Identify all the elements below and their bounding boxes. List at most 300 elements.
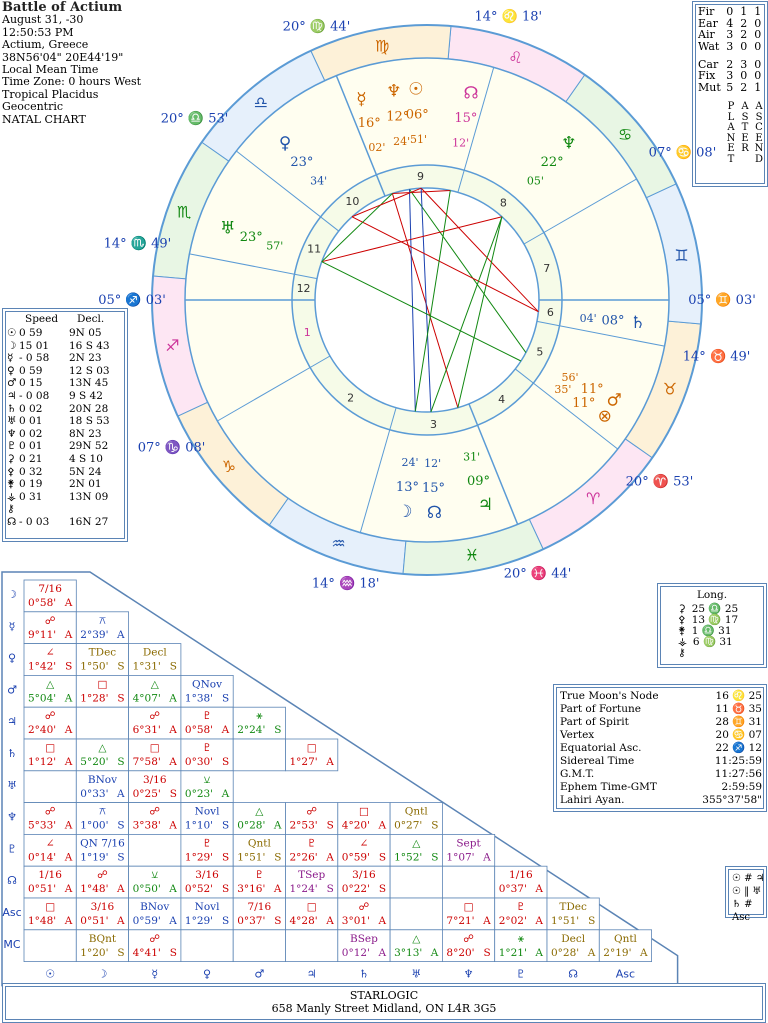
aspect-orb: 2°02' (498, 915, 527, 927)
aspect-orb: 0°14' (28, 851, 57, 864)
element-a: 5 (726, 80, 734, 94)
planet-glyph: ♀ (278, 133, 292, 154)
speed-speed: 0 01 (19, 440, 43, 453)
aspect-flag: A (64, 819, 73, 832)
planet-degree: 13° (395, 479, 419, 495)
aspect-flag: A (535, 915, 543, 927)
long-value: 25 ♎ 25 (691, 603, 739, 615)
aspect-orb: 0°27' (394, 819, 423, 832)
aspect-flag: S (221, 883, 230, 896)
grid-cell (233, 930, 285, 962)
speed-speed: 0 01 (19, 415, 43, 428)
speed-decl: 12 S 03 (69, 364, 110, 377)
aspect-orb: 0°58' (184, 724, 214, 737)
aspect-orb: 1°20' (80, 946, 109, 959)
long-value: 6 ♍ 31 (692, 636, 733, 648)
grid-cell (286, 930, 338, 962)
speed-speed: - 0 58 (19, 352, 50, 365)
aspect-type: ☍ (149, 805, 161, 818)
chart-info-line: 12:50:53 PM (2, 25, 74, 39)
grid-row-glyph: ☽ (7, 588, 17, 601)
speed-row (7, 390, 125, 402)
speed-glyph: ♃ (7, 390, 17, 402)
grid-row-glyph: ♄ (7, 747, 17, 760)
aspect-orb: 1°51' (551, 915, 580, 927)
aspect-type: Sept (456, 837, 481, 850)
element-a: 3 (726, 28, 734, 42)
aspect-key-item: ☉ ‖ ♅ (732, 886, 762, 897)
cusp-label: 20° ♈ 53' (625, 474, 694, 490)
aspect-type: △ (255, 805, 264, 818)
point-label: Lahiri Ayan. (560, 794, 625, 806)
aspect-type: 1/16 (509, 869, 533, 882)
aspect-type: BNov (87, 773, 118, 786)
grid-row-glyph: ♀ (7, 651, 17, 665)
aspect-flag: A (587, 946, 596, 959)
planet-glyph: ♂ (606, 390, 622, 411)
speed-glyph: ☉ (7, 327, 17, 339)
aspect-key-item: ☉ # ♃ (732, 873, 765, 884)
aspect-orb: 2°53' (289, 819, 318, 832)
element-a: 3 (726, 39, 734, 53)
planet-degree: 22° (540, 155, 564, 171)
speed-decl: 29N 52 (69, 440, 109, 453)
aspect-flag: A (64, 883, 73, 896)
aspect-type: □ (97, 678, 108, 691)
vert-ascend: A S C E N D (754, 101, 764, 165)
aspect-type: ∠ (359, 837, 369, 850)
planet-glyph: ☽ (397, 501, 413, 522)
chart-info-line: NATAL CHART (2, 112, 86, 126)
element-a: 4 (726, 16, 734, 30)
element-name: Ear (698, 16, 718, 30)
planet-minute: 24' (401, 456, 419, 470)
element-c: 0 (754, 69, 762, 83)
aspect-flag: A (535, 946, 543, 959)
speed-decl: 13N 09 (69, 490, 109, 503)
aspect-flag: A (64, 851, 73, 864)
aspect-orb: 0°22' (341, 883, 370, 896)
chart-points-table (553, 684, 767, 812)
grid-col-glyph: ♂ (254, 967, 265, 981)
chart-info-line: Actium, Greece (2, 38, 89, 52)
element-row (696, 6, 765, 18)
long-glyph: ⚳ (678, 603, 686, 615)
aspect-orb: 3°01' (341, 915, 370, 927)
point-label: Part of Fortune (560, 703, 641, 715)
aspect-type: BSep (350, 932, 378, 945)
planet-degree: 06° (405, 107, 429, 123)
grid-col-glyph: ♇ (515, 967, 526, 981)
aspect-orb: 8°20' (446, 946, 475, 959)
aspect-flag: S (588, 915, 596, 927)
aspect-flag: A (483, 851, 491, 864)
vert-aster: A S T E R (741, 101, 749, 155)
speed-speed: 0 21 (19, 453, 43, 465)
aspect-orb: 6°31' (132, 724, 161, 737)
planet-glyph: ♅ (220, 218, 236, 239)
aspect-type: ☍ (306, 805, 317, 818)
aspect-orb: 4°20' (341, 819, 370, 832)
grid-cell (129, 834, 181, 866)
point-row (560, 781, 762, 794)
footer-company: STARLOGIC (349, 989, 419, 1002)
long-glyph: ⚷ (678, 647, 686, 659)
aspect-type: 7/16 (247, 901, 272, 913)
point-row (560, 703, 762, 716)
point-value: 2:59:59 (721, 781, 762, 793)
chart-info-line: Time Zone: 0 hours West (2, 75, 142, 89)
sign-glyph: ♋ (617, 124, 633, 144)
aspect-type: ♇ (202, 710, 212, 723)
speed-row (7, 327, 125, 339)
aspect-flag: S (431, 819, 439, 832)
aspect-type: Qntl (404, 805, 428, 818)
aspect-orb: 0°59' (341, 851, 370, 864)
long-title: Long. (696, 589, 728, 601)
aspect-type: 3/16 (352, 869, 376, 882)
cusp-label: 05° ♐ 03' (98, 293, 166, 308)
planet-glyph: ☊ (463, 83, 479, 104)
speed-decl: 16 S 43 (69, 339, 110, 352)
speed-speed: - 0 08 (19, 390, 50, 402)
speed-glyph: ☿ (7, 352, 14, 365)
grid-cell (233, 739, 285, 771)
aspect-flag: A (117, 883, 125, 896)
long-row (678, 637, 738, 648)
speed-row (7, 365, 125, 377)
speed-header: Speed (25, 313, 59, 325)
aspect-flag: A (169, 819, 177, 832)
element-name: Fir (698, 5, 715, 18)
speed-row (7, 377, 125, 389)
aspect-flag: S (378, 883, 387, 896)
aspect-type: △ (412, 932, 421, 945)
aspect-flag: S (274, 724, 282, 737)
planet-glyph: ⊗ (597, 406, 612, 427)
grid-row-glyph: ☊ (7, 874, 17, 888)
speed-speed: 0 31 (19, 490, 43, 503)
grid-row-glyph: ♂ (7, 683, 17, 697)
element-b: 2 (740, 16, 748, 30)
aspect-orb: 0°51' (80, 915, 109, 927)
chart-info-line: Local Mean Time (2, 63, 99, 77)
aspect-type: △ (46, 678, 55, 691)
point-label: Part of Spirit (560, 716, 629, 728)
house-number: 2 (347, 391, 355, 405)
aspect-flag: A (64, 724, 73, 737)
aspect-flag: S (117, 660, 125, 673)
aspect-flag: A (326, 851, 334, 864)
planet-degree: 11° (572, 395, 596, 411)
planet-glyph: ♄ (630, 313, 646, 334)
aspect-flag: A (169, 692, 177, 705)
sign-glyph: ♐ (165, 335, 180, 355)
aspect-flag: A (378, 819, 387, 832)
speed-decl: 16N 27 (69, 516, 109, 528)
aspect-orb: 1°10' (184, 819, 214, 832)
speed-row (7, 415, 125, 427)
aspect-flag: S (169, 946, 177, 959)
aspect-orb: 3°38' (132, 819, 161, 832)
speed-decl: 20N 28 (69, 402, 109, 415)
aspect-circle (315, 188, 539, 412)
planet-glyph: ☉ (408, 79, 424, 100)
element-name: Mut (698, 80, 721, 94)
aspect-orb: 1°29' (184, 851, 214, 864)
point-row (560, 768, 762, 781)
aspect-orb: 0°12' (341, 946, 370, 959)
planet-degree: 11° (580, 381, 604, 397)
speed-decl: 9 S 42 (69, 390, 103, 402)
cusp-label: 20° ♍ 44' (282, 19, 351, 35)
point-row (560, 729, 762, 742)
cusp-label: 05° ♊ 03' (688, 293, 756, 308)
speed-speed: 0 59 (19, 327, 43, 339)
planet-minute: 04' (579, 311, 597, 325)
speed-glyph: ♇ (7, 440, 17, 453)
speed-decl: 4 S 10 (69, 453, 103, 465)
speed-decl: 9N 05 (69, 327, 102, 339)
aspect-orb: 1°27' (289, 756, 318, 768)
cusp-label: 14° ♉ 49' (682, 349, 751, 365)
element-c: 0 (754, 57, 762, 71)
planet-minute: 35' (554, 383, 572, 397)
footer-address: 658 Manly Street Midland, ON L4R 3G5 (271, 1002, 497, 1015)
aspect-type: ∠ (45, 837, 55, 850)
planet-minute: 51' (410, 133, 428, 147)
speed-glyph: ⚶ (7, 490, 16, 503)
element-a: 2 (726, 57, 734, 71)
aspect-flag: A (378, 915, 387, 927)
aspect-flag: A (326, 756, 334, 768)
aspect-orb: 5°33' (28, 819, 57, 832)
chart-info (2, 2, 141, 126)
house-number: 4 (498, 393, 506, 407)
cusp-label: 14° ♏ 49' (103, 236, 172, 252)
element-b: 0 (740, 39, 748, 53)
aspect-type: Novl (194, 805, 220, 818)
element-c: 0 (754, 28, 762, 42)
aspect-type: Decl (142, 646, 167, 659)
speed-row (7, 453, 125, 465)
grid-col-glyph: ☊ (568, 967, 579, 981)
element-c: 1 (754, 80, 762, 94)
planet-minute: 12' (452, 136, 470, 150)
element-row (696, 82, 765, 94)
speed-row (7, 440, 125, 452)
chart-info-line: Tropical Placidus (2, 87, 99, 101)
planet-degree: 12° (386, 109, 410, 125)
aspect-flag: A (169, 915, 177, 927)
grid-row-glyph: Asc (2, 906, 22, 919)
aspect-key (725, 866, 767, 923)
aspect-orb: 3°13' (394, 946, 423, 959)
house-number: 6 (546, 305, 554, 319)
aspect-orb: 0°33' (80, 787, 109, 800)
element-c: 0 (754, 39, 762, 53)
speed-glyph: ☊ (7, 516, 17, 528)
speed-row (7, 503, 125, 515)
aspect-type: ♇ (516, 901, 526, 913)
aspect-orb: 2°24' (237, 724, 266, 737)
element-b: 2 (740, 80, 748, 94)
aspect-orb: 0°28' (551, 946, 580, 959)
grid-row-glyph: ♅ (7, 778, 17, 792)
aspect-flag: A (64, 756, 73, 768)
element-b: 2 (740, 28, 748, 42)
house-number: 11 (307, 242, 322, 256)
aspect-flag: S (221, 756, 230, 768)
aspect-type: △ (98, 742, 107, 754)
aspect-flag: A (169, 756, 177, 768)
aspect-flag: S (117, 946, 125, 959)
grid-col-glyph: ☽ (97, 967, 108, 981)
aspect-flag: A (430, 946, 439, 959)
element-name: Fix (698, 69, 716, 83)
aspect-flag: S (326, 883, 334, 896)
planet-minute: 56' (561, 371, 579, 385)
speed-speed: 0 59 (19, 364, 43, 377)
aspect-orb: 4°07' (132, 692, 161, 705)
sign-glyph: ♒ (331, 533, 346, 553)
grid-col-glyph: ♀ (203, 967, 212, 981)
aspect-orb: 1°29' (184, 915, 214, 927)
planet-minute: 24' (393, 134, 411, 148)
speed-glyph: ♆ (7, 427, 17, 440)
element-c: 1 (754, 5, 762, 18)
aspect-type: △ (412, 837, 421, 850)
aspect-type: ☍ (97, 869, 108, 882)
aspect-type: ♇ (202, 837, 212, 850)
planet-degree: 08° (601, 313, 625, 329)
aspect-flag: A (273, 819, 282, 832)
speed-row (7, 352, 125, 364)
aspect-orb: 7°21' (446, 915, 475, 927)
speed-row (7, 403, 125, 415)
aspect-orb: 0°50' (132, 883, 161, 896)
planet-glyph: ☿ (356, 89, 367, 110)
speed-speed: 0 32 (19, 465, 43, 478)
grid-cell (24, 771, 76, 803)
grid-cell (390, 866, 442, 898)
aspect-type: QNov (192, 678, 223, 691)
aspect-orb: 2°40' (28, 724, 57, 737)
aspect-flag: A (117, 915, 125, 927)
aspect-orb: 0°23' (184, 787, 214, 800)
speed-glyph: ☽ (7, 339, 17, 352)
footer (2, 983, 766, 1023)
planet-glyph: ♆ (561, 133, 577, 154)
sign-glyph: ♏ (176, 202, 192, 222)
grid-col-glyph: ♄ (359, 967, 369, 981)
speed-row (7, 428, 125, 440)
aspect-orb: 2°39' (80, 628, 109, 641)
speed-row (7, 491, 125, 503)
point-value: 355°37'58" (702, 794, 762, 806)
aspect-flag: S (326, 819, 334, 832)
point-row (560, 755, 762, 768)
aspect-orb: 1°00' (80, 819, 109, 832)
aspect-orb: 1°19' (80, 851, 109, 864)
aspect-type: △ (150, 678, 159, 691)
aspect-flag: S (274, 915, 282, 927)
aspect-orb: 1°48' (80, 883, 109, 896)
element-row (696, 52, 765, 70)
aspect-flag: S (221, 851, 230, 864)
speed-decl: 18 S 53 (69, 415, 110, 428)
cusp-label: 07° ♋ 08' (648, 145, 717, 161)
aspect-flag: A (117, 628, 125, 641)
planet-minute: 12' (424, 456, 442, 470)
grid-col-glyph: ☉ (45, 967, 56, 981)
aspect-flag: S (117, 692, 125, 705)
aspect-type: Qntl (613, 932, 637, 945)
aspect-orb: 9°11' (28, 628, 57, 641)
aspect-orb: 0°37' (237, 915, 266, 927)
grid-col-glyph: ♆ (463, 967, 474, 981)
point-row (560, 742, 762, 755)
aspect-flag: S (483, 946, 491, 959)
element-c: 0 (754, 16, 762, 30)
speed-speed: - 0 03 (19, 516, 50, 528)
sign-glyph: ♍ (374, 36, 390, 56)
planet-minute: 34' (310, 174, 328, 188)
aspect-orb: 0°37' (498, 883, 527, 896)
aspect-type: 3/16 (142, 773, 167, 786)
aspect-flag: S (169, 660, 177, 673)
point-value: 11 ♉ 35 (715, 703, 762, 715)
long-value: 1 ♎ 31 (691, 625, 732, 637)
aspect-flag: A (64, 915, 73, 927)
aspect-type: 7/16 (38, 583, 62, 595)
aspect-type: □ (45, 742, 56, 754)
chart-info-line: August 31, -30 (2, 13, 84, 27)
point-label: G.M.T. (560, 768, 595, 780)
point-value: 16 ♌ 25 (715, 690, 762, 702)
speed-speed: 0 19 (19, 478, 43, 491)
aspect-type: ⚺ (203, 773, 211, 786)
aspect-orb: 4°28' (289, 915, 318, 927)
chart-info-line: 38N56'04" 20E44'19" (2, 50, 124, 64)
aspect-type: QN 7/16 (80, 837, 125, 850)
speed-decl: 13N 45 (69, 377, 109, 390)
aspect-flag: S (221, 819, 230, 832)
grid-cell (442, 866, 494, 898)
aspect-type: ⚹ (256, 710, 263, 723)
house-number: 5 (536, 345, 544, 359)
aspect-flag: A (378, 946, 387, 959)
planet-glyph: ☊ (426, 502, 442, 523)
long-glyph: ⚶ (678, 636, 687, 648)
aspect-type: BQnt (88, 932, 117, 945)
planet-degree: 15° (454, 111, 478, 127)
aspect-flag: S (221, 692, 230, 705)
speed-speed: 0 15 (19, 377, 43, 390)
planet-degree: 15° (422, 480, 446, 496)
sign-glyph: ♈ (585, 489, 601, 509)
sign-glyph: ♎ (253, 92, 269, 112)
aspect-orb: 0°58' (28, 597, 57, 609)
point-row (560, 690, 762, 703)
aspect-orb: 0°59' (132, 915, 161, 927)
aspect-type: ⚹ (517, 932, 525, 945)
cusp-label: 20° ♓ 44' (503, 566, 572, 582)
speed-glyph: ⚳ (7, 453, 15, 465)
point-row (560, 716, 762, 729)
element-b: 3 (740, 57, 748, 71)
house-number: 12 (296, 282, 311, 296)
